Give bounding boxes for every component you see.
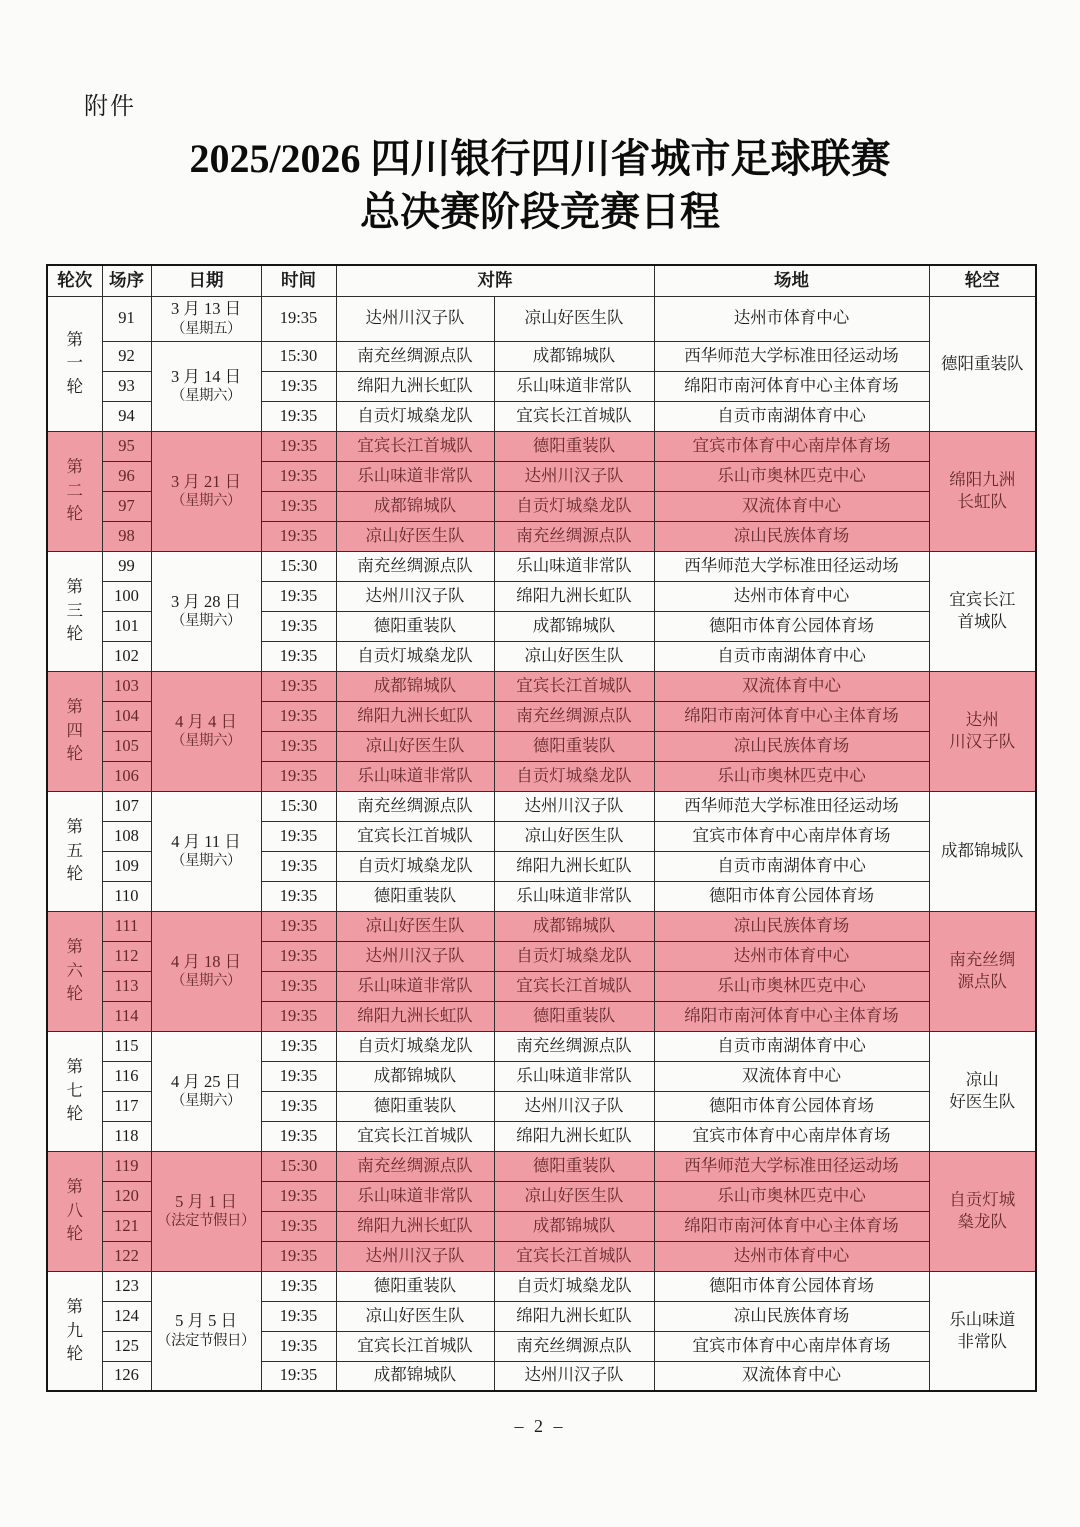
round-char: 二: [66, 480, 83, 500]
match-row-115: [47, 1031, 1036, 1061]
match-number-cell: 121: [102, 1211, 151, 1241]
away-team-cell: 德阳重装队: [494, 1001, 654, 1031]
away-team-cell: 绵阳九洲长虹队: [494, 851, 654, 881]
bye-team-line: 非常队: [957, 1331, 1007, 1351]
time-cell: 19:35: [261, 731, 336, 761]
venue-cell: 绵阳市南河体育中心主体育场: [654, 1001, 929, 1031]
home-team-cell: 达州川汉子队: [336, 581, 494, 611]
home-team-cell: 成都锦城队: [336, 671, 494, 701]
home-team-cell: 乐山味道非常队: [336, 1181, 494, 1211]
round-char: 三: [66, 600, 83, 620]
weekday-text: （星期六）: [171, 613, 241, 630]
home-team-cell: 绵阳九洲长虹队: [336, 371, 494, 401]
round-char: 第: [66, 937, 83, 957]
round-char: 第: [66, 329, 83, 349]
home-team-cell: 成都锦城队: [336, 491, 494, 521]
match-row-107: [47, 791, 1036, 821]
away-team-cell: 达州川汉子队: [494, 461, 654, 491]
venue-cell: 乐山市奥林匹克中心: [654, 1181, 929, 1211]
time-cell: 19:35: [261, 431, 336, 461]
round-char: 六: [66, 960, 83, 980]
time-cell: 19:35: [261, 611, 336, 641]
venue-cell: 宜宾市体育中心南岸体育场: [654, 821, 929, 851]
match-number-cell: 95: [102, 431, 151, 461]
bye-team-line: 凉山: [965, 1070, 999, 1089]
date-cell: [151, 671, 261, 791]
date-cell: [151, 296, 261, 341]
home-team-cell: 自贡灯城燊龙队: [336, 641, 494, 671]
bye-team-cell: [929, 671, 1036, 791]
away-team-cell: 南充丝绸源点队: [494, 701, 654, 731]
home-team-cell: 绵阳九洲长虹队: [336, 701, 494, 731]
home-team-cell: 南充丝绸源点队: [336, 551, 494, 581]
venue-cell: 凉山民族体育场: [654, 911, 929, 941]
home-team-cell: 德阳重装队: [336, 1271, 494, 1301]
venue-cell: 西华师范大学标准田径运动场: [654, 551, 929, 581]
away-team-cell: 自贡灯城燊龙队: [494, 1271, 654, 1301]
venue-cell: 自贡市南湖体育中心: [654, 1031, 929, 1061]
time-cell: 19:35: [261, 881, 336, 911]
match-number-cell: 107: [102, 791, 151, 821]
away-team-cell: 自贡灯城燊龙队: [494, 491, 654, 521]
home-team-cell: 绵阳九洲长虹队: [336, 1001, 494, 1031]
match-number-cell: 120: [102, 1181, 151, 1211]
match-row-91: [47, 296, 1036, 341]
time-cell: 19:35: [261, 1361, 336, 1391]
match-row-99: [47, 551, 1036, 581]
round-char: 第: [66, 1057, 83, 1077]
match-number-cell: 106: [102, 761, 151, 791]
bye-team-cell: [929, 911, 1036, 1031]
date-text: 3 月 21 日: [170, 471, 242, 491]
round-char: 第: [66, 817, 83, 837]
date-text: 4 月 11 日: [171, 831, 241, 851]
home-team-cell: 德阳重装队: [336, 881, 494, 911]
time-cell: 19:35: [261, 911, 336, 941]
date-cell: [151, 431, 261, 551]
match-number-cell: 122: [102, 1241, 151, 1271]
venue-cell: 德阳市体育公园体育场: [654, 611, 929, 641]
time-cell: 19:35: [261, 1031, 336, 1061]
match-row-119: [47, 1151, 1036, 1181]
venue-cell: 德阳市体育公园体育场: [654, 1091, 929, 1121]
time-cell: 19:35: [261, 671, 336, 701]
document-title: [0, 132, 1080, 238]
away-team-cell: 绵阳九洲长虹队: [494, 1121, 654, 1151]
venue-cell: 宜宾市体育中心南岸体育场: [654, 1331, 929, 1361]
venue-cell: 双流体育中心: [654, 491, 929, 521]
round-char: 轮: [66, 624, 83, 644]
round-char: 第: [66, 577, 83, 597]
date-text: 4 月 4 日: [175, 711, 237, 731]
match-number-cell: 102: [102, 641, 151, 671]
date-text: 3 月 14 日: [170, 366, 242, 386]
home-team-cell: 乐山味道非常队: [336, 761, 494, 791]
bye-team-cell: [929, 1151, 1036, 1271]
time-cell: 19:35: [261, 1211, 336, 1241]
home-team-cell: 南充丝绸源点队: [336, 341, 494, 371]
match-row-123: [47, 1271, 1036, 1301]
time-cell: 19:35: [261, 371, 336, 401]
round-char: 轮: [66, 984, 83, 1004]
match-row-103: [47, 671, 1036, 701]
bye-team-line: 首城队: [957, 612, 1007, 631]
weekday-text: （星期六）: [171, 388, 241, 405]
time-cell: 19:35: [261, 1091, 336, 1121]
venue-cell: 自贡市南湖体育中心: [654, 851, 929, 881]
away-team-cell: 绵阳九洲长虹队: [494, 581, 654, 611]
round-char: 五: [66, 840, 83, 860]
match-number-cell: 94: [102, 401, 151, 431]
venue-cell: 宜宾市体育中心南岸体育场: [654, 431, 929, 461]
bye-team-line: 长虹队: [957, 492, 1007, 511]
match-number-cell: 112: [102, 941, 151, 971]
home-team-cell: 宜宾长江首城队: [336, 821, 494, 851]
round-char: 第: [66, 697, 83, 717]
date-cell: [151, 1031, 261, 1151]
home-team-cell: 凉山好医生队: [336, 1301, 494, 1331]
round-char: 轮: [66, 1344, 83, 1363]
time-cell: 19:35: [261, 821, 336, 851]
time-cell: 19:35: [261, 1001, 336, 1031]
away-team-cell: 成都锦城队: [494, 1211, 654, 1241]
col-header-time: 时间: [261, 265, 336, 296]
venue-cell: 乐山市奥林匹克中心: [654, 761, 929, 791]
round-label-cell: [47, 431, 102, 551]
time-cell: 19:35: [261, 491, 336, 521]
away-team-cell: 达州川汉子队: [494, 1361, 654, 1391]
match-number-cell: 108: [102, 821, 151, 851]
round-label-cell: [47, 671, 102, 791]
away-team-cell: 乐山味道非常队: [494, 371, 654, 401]
col-header-bye: 轮空: [929, 265, 1036, 296]
home-team-cell: 自贡灯城燊龙队: [336, 1031, 494, 1061]
venue-cell: 绵阳市南河体育中心主体育场: [654, 701, 929, 731]
date-cell: [151, 341, 261, 431]
match-number-cell: 98: [102, 521, 151, 551]
round-char: 轮: [66, 1224, 83, 1244]
away-team-cell: 凉山好医生队: [494, 1181, 654, 1211]
bye-team-line: 南充丝绸: [949, 950, 1016, 969]
col-header-match-no: 场序: [102, 265, 151, 296]
match-number-cell: 93: [102, 371, 151, 401]
title-line-2: 总决赛阶段竞赛日程: [360, 189, 720, 234]
away-team-cell: 乐山味道非常队: [494, 1061, 654, 1091]
match-number-cell: 115: [102, 1031, 151, 1061]
away-team-cell: 凉山好医生队: [494, 641, 654, 671]
match-number-cell: 96: [102, 461, 151, 491]
bye-team-line: 宜宾长江: [949, 590, 1016, 609]
home-team-cell: 宜宾长江首城队: [336, 1121, 494, 1151]
weekday-text: （星期六）: [171, 493, 241, 510]
bye-team-line: 燊龙队: [957, 1212, 1007, 1231]
bye-team-cell: [929, 551, 1036, 671]
match-row-111: [47, 911, 1036, 941]
away-team-cell: 成都锦城队: [494, 611, 654, 641]
venue-cell: 达州市体育中心: [654, 296, 929, 341]
away-team-cell: 德阳重装队: [494, 731, 654, 761]
time-cell: 15:30: [261, 341, 336, 371]
match-number-cell: 109: [102, 851, 151, 881]
date-cell: [151, 1271, 261, 1391]
venue-cell: 宜宾市体育中心南岸体育场: [654, 1121, 929, 1151]
title-line-1: 2025/2026 四川银行四川省城市足球联赛: [189, 136, 891, 181]
round-char: 轮: [66, 504, 83, 524]
venue-cell: 双流体育中心: [654, 1061, 929, 1091]
venue-cell: 双流体育中心: [654, 671, 929, 701]
venue-cell: 绵阳市南河体育中心主体育场: [654, 371, 929, 401]
away-team-cell: 德阳重装队: [494, 431, 654, 461]
bye-team-line: 好医生队: [949, 1092, 1016, 1111]
away-team-cell: 德阳重装队: [494, 1151, 654, 1181]
away-team-cell: 成都锦城队: [494, 341, 654, 371]
round-char: 八: [66, 1200, 83, 1220]
match-number-cell: 126: [102, 1361, 151, 1391]
weekday-text: （法定节假日）: [157, 1213, 255, 1230]
attachment-label: 附件: [84, 94, 136, 120]
round-label-cell: [47, 296, 102, 431]
weekday-text: （星期六）: [171, 853, 241, 870]
venue-cell: 达州市体育中心: [654, 581, 929, 611]
venue-cell: 乐山市奥林匹克中心: [654, 971, 929, 1001]
match-number-cell: 91: [102, 296, 151, 341]
round-char: 轮: [66, 376, 83, 396]
date-text: 3 月 28 日: [170, 591, 242, 611]
match-number-cell: 113: [102, 971, 151, 1001]
match-number-cell: 111: [102, 911, 151, 941]
match-number-cell: 123: [102, 1271, 151, 1301]
home-team-cell: 成都锦城队: [336, 1361, 494, 1391]
home-team-cell: 自贡灯城燊龙队: [336, 851, 494, 881]
round-char: 轮: [66, 1104, 83, 1124]
home-team-cell: 自贡灯城燊龙队: [336, 401, 494, 431]
home-team-cell: 南充丝绸源点队: [336, 1151, 494, 1181]
venue-cell: 绵阳市南河体育中心主体育场: [654, 1211, 929, 1241]
venue-cell: 德阳市体育公园体育场: [654, 881, 929, 911]
away-team-cell: 南充丝绸源点队: [494, 1031, 654, 1061]
time-cell: 19:35: [261, 1241, 336, 1271]
time-cell: 19:35: [261, 1061, 336, 1091]
date-text: 5 月 1 日: [175, 1191, 237, 1211]
date-text: 4 月 18 日: [170, 951, 242, 971]
time-cell: 19:35: [261, 761, 336, 791]
time-cell: 19:35: [261, 401, 336, 431]
round-char: 轮: [66, 744, 83, 764]
time-cell: 19:35: [261, 1271, 336, 1301]
home-team-cell: 凉山好医生队: [336, 731, 494, 761]
venue-cell: 西华师范大学标准田径运动场: [654, 1151, 929, 1181]
home-team-cell: 达州川汉子队: [336, 941, 494, 971]
col-header-matchup: 对阵: [336, 265, 654, 296]
match-number-cell: 104: [102, 701, 151, 731]
round-char: 一: [66, 353, 83, 373]
match-number-cell: 97: [102, 491, 151, 521]
bye-team-line: 乐山味道: [949, 1309, 1016, 1329]
away-team-cell: 自贡灯城燊龙队: [494, 761, 654, 791]
round-char: 第: [66, 1177, 83, 1197]
match-number-cell: 116: [102, 1061, 151, 1091]
round-label-cell: [47, 551, 102, 671]
bye-team-cell: [929, 791, 1036, 911]
time-cell: 19:35: [261, 1331, 336, 1361]
away-team-cell: 宜宾长江首城队: [494, 401, 654, 431]
time-cell: 19:35: [261, 581, 336, 611]
time-cell: 19:35: [261, 1121, 336, 1151]
match-number-cell: 103: [102, 671, 151, 701]
away-team-cell: 乐山味道非常队: [494, 881, 654, 911]
match-number-cell: 110: [102, 881, 151, 911]
venue-cell: 达州市体育中心: [654, 941, 929, 971]
bye-team-cell: [929, 1271, 1036, 1391]
away-team-cell: 乐山味道非常队: [494, 551, 654, 581]
col-header-date: 日期: [151, 265, 261, 296]
venue-cell: 凉山民族体育场: [654, 731, 929, 761]
away-team-cell: 绵阳九洲长虹队: [494, 1301, 654, 1331]
time-cell: 15:30: [261, 791, 336, 821]
bye-team-line: 自贡灯城: [949, 1190, 1016, 1209]
venue-cell: 双流体育中心: [654, 1361, 929, 1391]
bye-team-line: 达州: [965, 710, 999, 729]
time-cell: 15:30: [261, 551, 336, 581]
home-team-cell: 凉山好医生队: [336, 911, 494, 941]
venue-cell: 西华师范大学标准田径运动场: [654, 341, 929, 371]
bye-team-cell: [929, 1031, 1036, 1151]
time-cell: 19:35: [261, 461, 336, 491]
weekday-text: （星期五）: [171, 320, 241, 337]
away-team-cell: 南充丝绸源点队: [494, 521, 654, 551]
away-team-cell: 达州川汉子队: [494, 1091, 654, 1121]
time-cell: 19:35: [261, 1301, 336, 1331]
match-number-cell: 125: [102, 1331, 151, 1361]
away-team-cell: 凉山好医生队: [494, 821, 654, 851]
weekday-text: （星期六）: [171, 733, 241, 750]
away-team-cell: 南充丝绸源点队: [494, 1331, 654, 1361]
time-cell: 19:35: [261, 296, 336, 341]
time-cell: 19:35: [261, 641, 336, 671]
away-team-cell: 自贡灯城燊龙队: [494, 941, 654, 971]
match-row-95: [47, 431, 1036, 461]
home-team-cell: 南充丝绸源点队: [336, 791, 494, 821]
match-row-92: [47, 341, 1036, 371]
away-team-cell: 凉山好医生队: [494, 296, 654, 341]
round-char: 七: [66, 1080, 83, 1100]
date-cell: [151, 911, 261, 1031]
time-cell: 19:35: [261, 701, 336, 731]
venue-cell: 乐山市奥林匹克中心: [654, 461, 929, 491]
venue-cell: 凉山民族体育场: [654, 521, 929, 551]
weekday-text: （星期六）: [171, 1093, 241, 1110]
bye-team-line: 绵阳九洲: [949, 470, 1016, 489]
home-team-cell: 宜宾长江首城队: [336, 431, 494, 461]
home-team-cell: 德阳重装队: [336, 1091, 494, 1121]
round-char: 九: [66, 1320, 83, 1340]
schedule-table: [46, 264, 1037, 1392]
match-number-cell: 100: [102, 581, 151, 611]
match-number-cell: 114: [102, 1001, 151, 1031]
date-text: 3 月 13 日: [170, 299, 242, 319]
time-cell: 19:35: [261, 521, 336, 551]
time-cell: 15:30: [261, 1151, 336, 1181]
home-team-cell: 乐山味道非常队: [336, 971, 494, 1001]
venue-cell: 自贡市南湖体育中心: [654, 401, 929, 431]
away-team-cell: 成都锦城队: [494, 911, 654, 941]
date-cell: [151, 551, 261, 671]
date-cell: [151, 1151, 261, 1271]
match-number-cell: 117: [102, 1091, 151, 1121]
home-team-cell: 达州川汉子队: [336, 1241, 494, 1271]
header-row: [47, 265, 1036, 296]
match-number-cell: 101: [102, 611, 151, 641]
weekday-text: （星期六）: [171, 973, 241, 990]
away-team-cell: 达州川汉子队: [494, 791, 654, 821]
venue-cell: 德阳市体育公园体育场: [654, 1271, 929, 1301]
col-header-round: 轮次: [47, 265, 102, 296]
away-team-cell: 宜宾长江首城队: [494, 971, 654, 1001]
venue-cell: 凉山民族体育场: [654, 1301, 929, 1331]
venue-cell: 西华师范大学标准田径运动场: [654, 791, 929, 821]
away-team-cell: 宜宾长江首城队: [494, 1241, 654, 1271]
bye-team-line: 川汉子队: [949, 732, 1016, 751]
away-team-cell: 宜宾长江首城队: [494, 671, 654, 701]
match-number-cell: 92: [102, 341, 151, 371]
date-text: 5 月 5 日: [175, 1311, 237, 1331]
round-label-cell: [47, 791, 102, 911]
time-cell: 19:35: [261, 971, 336, 1001]
round-char: 第: [66, 457, 83, 477]
venue-cell: 达州市体育中心: [654, 1241, 929, 1271]
time-cell: 19:35: [261, 941, 336, 971]
match-number-cell: 99: [102, 551, 151, 581]
bye-team-line: 源点队: [957, 972, 1007, 991]
time-cell: 19:35: [261, 1181, 336, 1211]
date-text: 4 月 25 日: [170, 1071, 242, 1091]
page-number: – 2 –: [514, 1416, 566, 1436]
home-team-cell: 达州川汉子队: [336, 296, 494, 341]
date-cell: [151, 791, 261, 911]
home-team-cell: 乐山味道非常队: [336, 461, 494, 491]
home-team-cell: 成都锦城队: [336, 1061, 494, 1091]
round-label-cell: [47, 1271, 102, 1391]
round-char: 第: [66, 1297, 83, 1316]
round-label-cell: [47, 1151, 102, 1271]
venue-cell: 自贡市南湖体育中心: [654, 641, 929, 671]
match-number-cell: 124: [102, 1301, 151, 1331]
round-char: 轮: [66, 864, 83, 884]
match-number-cell: 118: [102, 1121, 151, 1151]
home-team-cell: 绵阳九洲长虹队: [336, 1211, 494, 1241]
round-char: 四: [66, 720, 83, 740]
home-team-cell: 宜宾长江首城队: [336, 1331, 494, 1361]
bye-team-cell: [929, 431, 1036, 551]
match-number-cell: 105: [102, 731, 151, 761]
round-label-cell: [47, 1031, 102, 1151]
bye-team-cell: [929, 296, 1036, 431]
bye-team-line: 成都锦城队: [941, 841, 1024, 860]
col-header-venue: 场地: [654, 265, 929, 296]
home-team-cell: 德阳重装队: [336, 611, 494, 641]
match-number-cell: 119: [102, 1151, 151, 1181]
weekday-text: （法定节假日）: [157, 1333, 255, 1349]
round-label-cell: [47, 911, 102, 1031]
home-team-cell: 凉山好医生队: [336, 521, 494, 551]
bye-team-line: 德阳重装队: [941, 353, 1024, 373]
time-cell: 19:35: [261, 851, 336, 881]
